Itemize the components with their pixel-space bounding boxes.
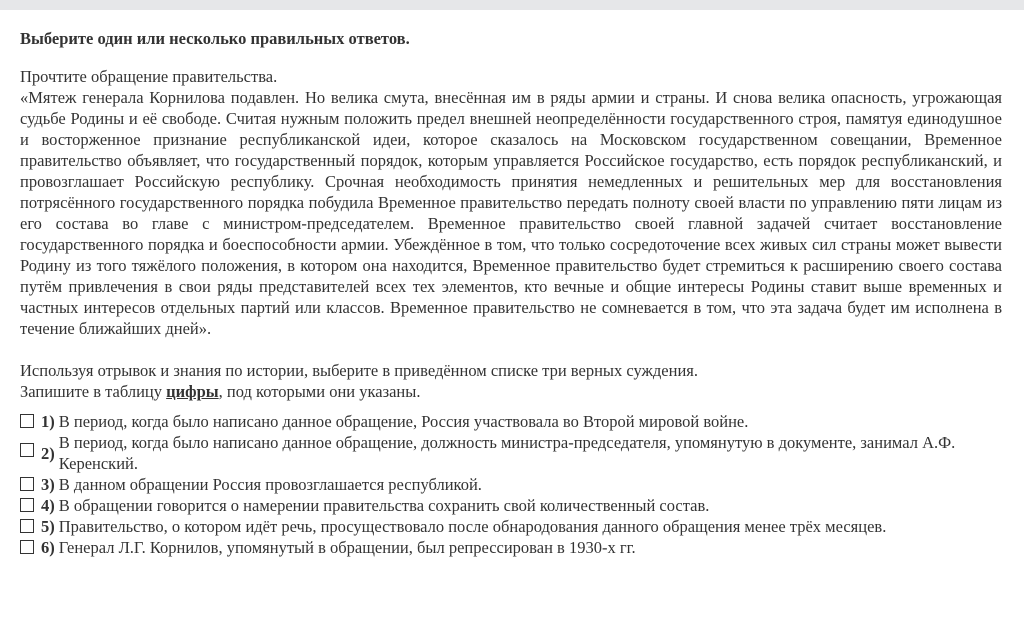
intro-text: Прочтите обращение правительства. bbox=[20, 67, 278, 86]
top-bar bbox=[0, 0, 1024, 10]
instruction-text: Выберите один или несколько правильных ответов. bbox=[20, 29, 410, 48]
answer-number: 4) bbox=[41, 496, 55, 515]
task-line-2 bbox=[20, 381, 1002, 402]
answer-option-5[interactable] bbox=[20, 516, 1002, 537]
source-passage: «Мятеж генерала Корнилова подавлен. Но велика смута, внесённая им в ряды армии и страны. И снова велика опасность, угрожающая судьбе Родины и её свободе. Считая нужным положить предел внешней неопределённости государственного строя, памятуя единодушное и восторженное признание республиканской идеи, которое сказалось на Московском государственном совещании, Временное правительство объявляет, что государственный порядок, которым управляется Российское государство, есть порядок республиканский, и провозглашает Российскую республику. Срочная необходимость принятия немедленных и решительных мер для восстановления потрясённого государственного порядка побудила Временное правительство передать полноту своей власти по управлению пяти лицам из его состава во главе с министром-председателем. Временное правительство своей главной задачей считает восстановление государственного порядка и боеспособности армии. Убеждённое в том, что только сосредоточение всех живых сил страны может вывести Родину из того тяжёлого положения, в котором она находится, Временное правительство будет стремиться к расширению своего состава путём привлечения в свои ряды представителей всех тех элементов, кто вечные и общие интересы Родины ставит выше временных и частных интересов отдельных партий или классов. Временное правительство не сомневается в том, что эта задача будет им исполнена в течение ближайших дней». bbox=[20, 88, 1002, 338]
question-content bbox=[20, 10, 1002, 558]
answer-text: Правительство, о котором идёт речь, просуществовало после обнародования данного обращения менее трёх месяцев. bbox=[58, 517, 887, 536]
answer-number: 3) bbox=[41, 475, 55, 494]
task-text bbox=[20, 360, 1002, 402]
answer-number: 6) bbox=[41, 538, 55, 557]
answer-option-3[interactable] bbox=[20, 474, 1002, 495]
answer-option-2[interactable] bbox=[20, 432, 1002, 474]
answer-checkbox-2[interactable] bbox=[20, 443, 34, 457]
task-line-2-pre: Запишите в таблицу bbox=[20, 382, 167, 401]
answer-list bbox=[20, 411, 1002, 558]
task-line-2-post: , под которыми они указаны. bbox=[218, 382, 421, 401]
answer-checkbox-4[interactable] bbox=[20, 498, 34, 512]
answer-option-6[interactable] bbox=[20, 537, 1002, 558]
task-line-1: Используя отрывок и знания по истории, выберите в приведённом списке три верных суждения. bbox=[20, 361, 698, 380]
answer-number: 1) bbox=[41, 412, 55, 431]
answer-number: 2) bbox=[41, 443, 55, 463]
answer-text: В обращении говорится о намерении правительства сохранить свой количественный состав. bbox=[58, 496, 710, 515]
answer-checkbox-5[interactable] bbox=[20, 519, 34, 533]
answer-checkbox-6[interactable] bbox=[20, 540, 34, 554]
answer-number: 5) bbox=[41, 517, 55, 536]
answer-text: В данном обращении Россия провозглашается республикой. bbox=[58, 475, 482, 494]
answer-text: В период, когда было написано данное обращение, Россия участвовала во Второй мировой войне. bbox=[58, 412, 749, 431]
answer-text: Генерал Л.Г. Корнилов, упомянутый в обращении, был репрессирован в 1930-х гг. bbox=[58, 538, 636, 557]
answer-checkbox-3[interactable] bbox=[20, 477, 34, 491]
answer-option-1[interactable] bbox=[20, 411, 1002, 432]
task-digits-word: цифры bbox=[166, 382, 219, 401]
answer-option-4[interactable] bbox=[20, 495, 1002, 516]
answer-text: В период, когда было написано данное обращение, должность министра-председателя, упомянутую в документе, занимал А.Ф. Керенский. bbox=[58, 433, 956, 473]
answer-checkbox-1[interactable] bbox=[20, 414, 34, 428]
